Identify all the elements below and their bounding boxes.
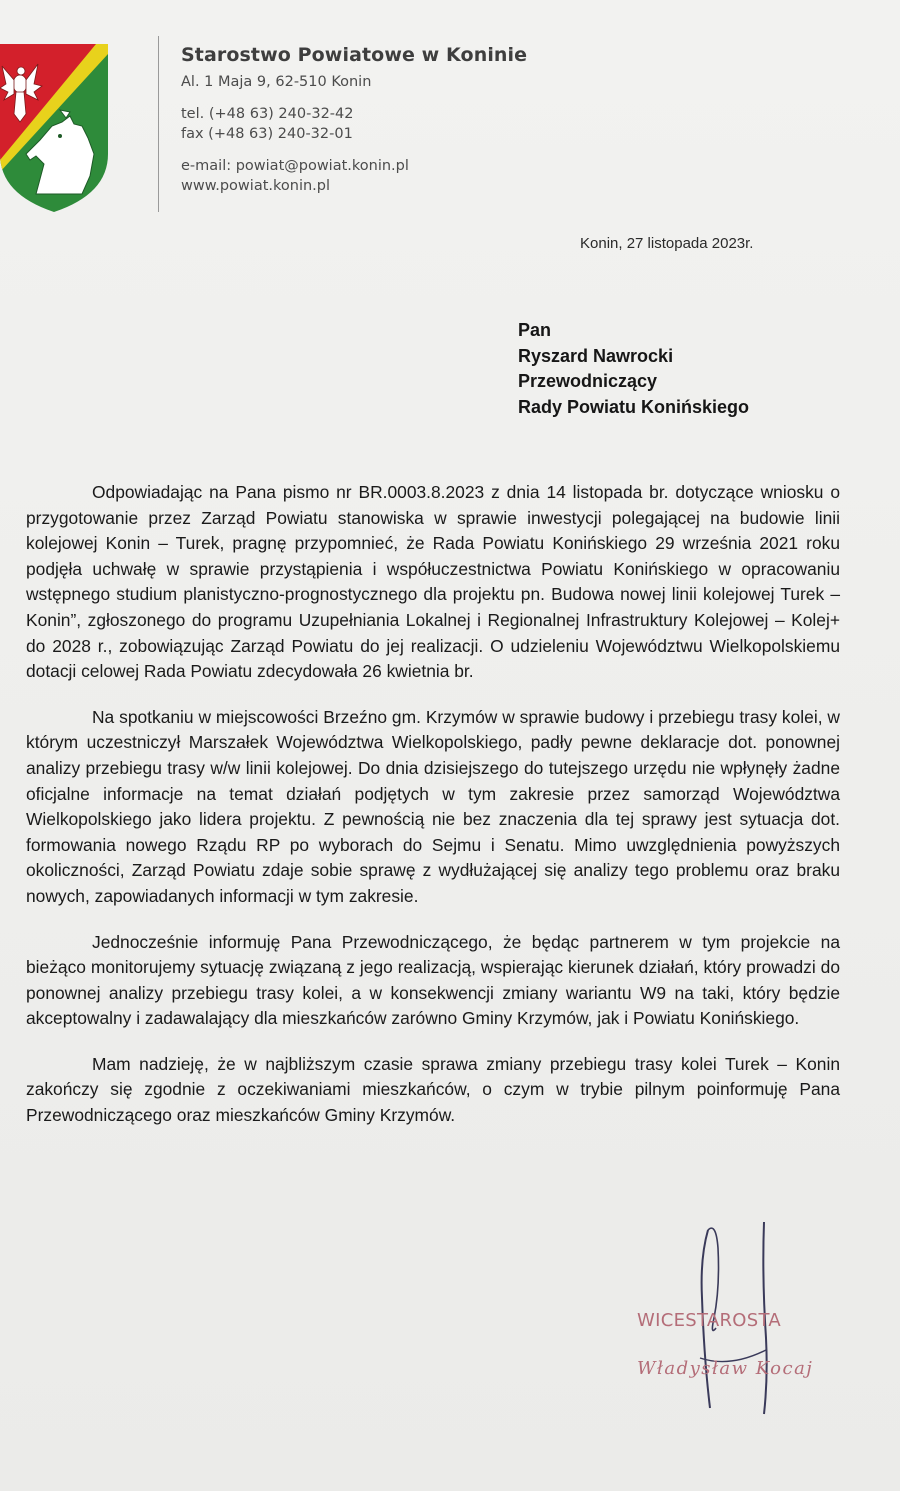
body-paragraph: Jednocześnie informuję Pana Przewodniczącego, że będąc partnerem w tym projekcie na bieżąco monitorujemy sytuację związaną z jego realizacją, wspierając kierunek działań, który prowadzi do ponownej analizy przebiegu trasy kolei, a w konsekwencji zmiany wariantu W9 na taki, który będzie akceptowalny i zadawalający dla mieszkańców zarówno Gminy Krzymów, jak i Powiatu Konińskiego. [26,931,840,1029]
org-email: e-mail: powiat@powiat.konin.pl [181,158,409,174]
body-paragraph: Odpowiadając na Pana pismo nr BR.0003.8.2023 z dnia 14 listopada br. dotyczące wniosku o przygotowanie przez Zarząd Powiatu stanowiska w sprawie inwestycji polegającej na budowie linii kolejowej Konin – Turek, pragnę przypomnieć, że Rada Powiatu Konińskiego 29 września 2021 roku podjęła uchwałę w sprawie przystąpienia i współuczestnictwa Powiatu Konińskiego w opracowaniu wstępnego studium planistyczno-prognostycznego dla projektu pn. Budowa nowej linii kolejowej Turek – Konin”, zgłoszonego do programu Uzupełniania Lokalnej i Regionalnej Infrastruktury Kolejowej – Kolej+ do 2028 r., zobowiązując Zarząd Powiatu do jej realizacji. O udzieleniu Województwu Wielkopolskiemu dotacji celowej Rada Powiatu zdecydowała 26 kwietnia br. [26,482,840,682]
signature-stamp-name: Władysław Kocaj [637,1358,814,1379]
letter-body [26,480,840,1149]
body-paragraph: Na spotkaniu w miejscowości Brzeźno gm. Krzymów w sprawie budowy i przebiegu trasy kolei, w którym uczestniczył Marszałek Województwa Wielkopolskiego, padły pewne deklaracje dot. ponownej analizy przebiegu trasy w/w linii kolejowej. Do dnia dzisiejszego do tutejszego urzędu nie wpłynęły żadne oficjalne informacje na temat działań podjętych w tym zakresie przez samorząd Województwa Wielkopolskiego jako lidera projektu. Z pewnością nie bez znaczenia dla tej sprawy jest sytuacja dot. formowania nowego Rządu RP po wyborach do Sejmu i Senatu. Mimo uwzględnienia powyższych okoliczności, Zarząd Powiatu zdaje sobie sprawę z wydłużającej się analizy tego problemu oraz braku nowych, zapowiadanych informacji w tym zakresie. [26,706,840,906]
coat-of-arms-logo [0,44,108,212]
header-divider [158,36,159,212]
addressee-block [518,318,749,420]
org-name: Starostwo Powiatowe w Koninie [181,44,528,66]
addressee-body: Rady Powiatu Konińskiego [518,396,750,417]
addressee-name: Ryszard Nawrocki [518,345,674,366]
letter-date: Konin, 27 listopada 2023r. [580,235,754,252]
org-fax: fax (+48 63) 240-32-01 [181,126,353,142]
addressee-role: Przewodniczący [518,371,658,391]
org-website: www.powiat.konin.pl [181,178,331,194]
body-paragraph: Mam nadzieję, że w najbliższym czasie sprawa zmiany przebiegu trasy kolei Turek – Konin zakończy się zgodnie z oczekiwaniami mieszkańców, o czym w trybie pilnym poinformuję Pana Przewodniczącego oraz mieszkańców Gminy Krzymów. [26,1053,840,1126]
addressee-salutation: Pan [518,320,552,340]
org-phone: tel. (+48 63) 240-32-42 [181,106,354,122]
letterhead [181,44,527,196]
signature-stamp-title: WICESTAROSTA [637,1310,781,1331]
org-address: Al. 1 Maja 9, 62-510 Konin [181,74,372,90]
